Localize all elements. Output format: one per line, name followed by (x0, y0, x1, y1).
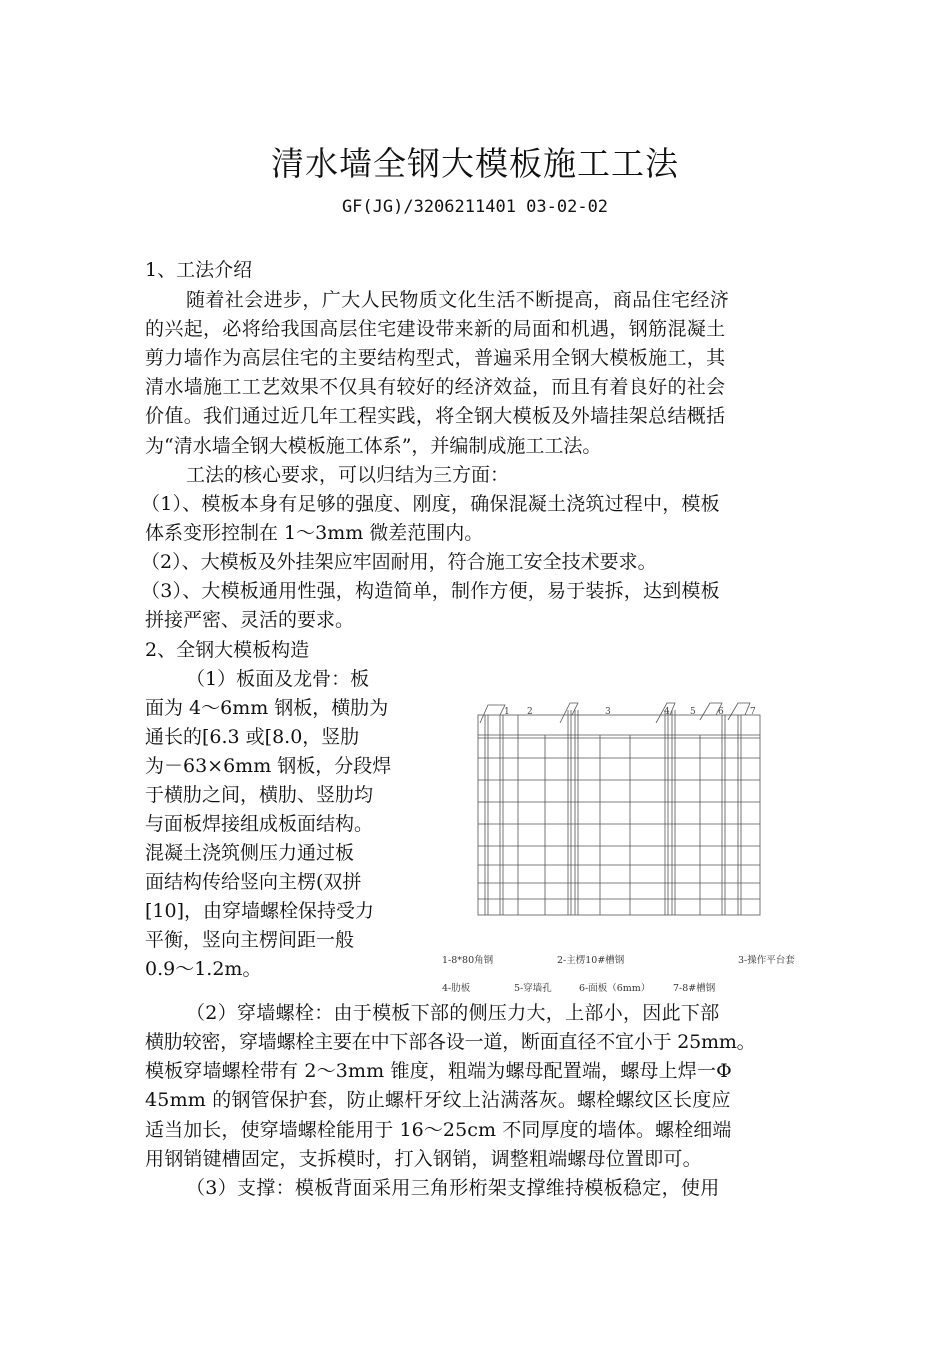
paragraph-line: 工法的核心要求，可以归结为三方面： (186, 464, 510, 486)
paragraph-line: （2）、大模板及外挂架应牢固耐用，符合施工安全技术要求。 (141, 551, 657, 573)
paragraph-line: （2）穿墙螺栓：由于模板下部的侧压力大，上部小，因此下部 (186, 1002, 720, 1024)
document-code: GF(JG)/3206211401 03-02-02 (341, 197, 609, 217)
figure-label: 5 (690, 707, 696, 717)
paragraph-line: 横肋较密，穿墙螺栓主要在中下部各设一道，断面直径不宜小于 25mm。 (145, 1031, 756, 1053)
paragraph-line: 面结构传给竖向主楞(双拼 (145, 871, 362, 893)
figure-caption: 2-主楞10#槽钢 (557, 955, 625, 966)
paragraph-line: （3）、大模板通用性强，构造简单，制作方便，易于装拆，达到模板 (141, 580, 720, 602)
paragraph-line: 混凝土浇筑侧压力通过板 (145, 842, 355, 864)
figure-caption: 3-操作平台套 (738, 955, 795, 966)
paragraph-line: 为－63×6mm 钢板，分段焊 (145, 755, 392, 777)
paragraph-line: 与面板焊接组成板面结构。 (145, 813, 374, 835)
paragraph-line: （3）支撑：模板背面采用三角形桁架支撑维持模板稳定，使用 (186, 1177, 720, 1199)
paragraph-line: 通长的[6.3 或[8.0，竖肋 (145, 726, 360, 748)
paragraph-line: 面为 4～6mm 钢板，横肋为 (145, 697, 389, 719)
paragraph-line: 模板穿墙螺栓带有 2～3mm 锥度，粗端为螺母配置端，螺母上焊一Φ (145, 1060, 732, 1082)
figure-caption: 7-8#槽钢 (673, 983, 716, 994)
paragraph-line: 于横肋之间，横肋、竖肋均 (145, 784, 374, 806)
figure-label: 2 (527, 707, 533, 717)
figure-caption: 6-面板（6mm） (579, 983, 651, 994)
paragraph-line: 的兴起，必将给我国高层住宅建设带来新的局面和机遇，钢筋混凝土 (145, 318, 726, 340)
paragraph-line: 45mm 的钢管保护套，防止螺杆牙纹上沾满落灰。螺栓螺纹区长度应 (145, 1089, 731, 1111)
paragraph-line: 剪力墙作为高层住宅的主要结构型式，普遍采用全钢大模板施工，其 (145, 347, 726, 369)
figure-label: 7 (750, 707, 756, 717)
paragraph-line: 平衡，竖向主楞间距一般 (145, 929, 355, 951)
figure-label: 6 (718, 707, 724, 717)
section-heading-2: 2、全钢大模板构造 (145, 639, 310, 661)
paragraph-line: 拼接严密、灵活的要求。 (145, 609, 355, 631)
figure-label: 1 (504, 707, 510, 717)
paragraph-line: 随着社会进步，广大人民物质文化生活不断提高，商品住宅经济 (186, 289, 730, 311)
paragraph-line: [10]，由穿墙螺栓保持受力 (145, 900, 375, 922)
paragraph-line: 用钢销键槽固定，支拆模时，打入钢销，调整粗端螺母位置即可。 (145, 1148, 702, 1170)
figure-caption: 1-8*80角钢 (442, 955, 494, 966)
paragraph-line: 适当加长，使穿墙螺栓能用于 16～25cm 不同厚度的墙体。螺栓细端 (145, 1119, 732, 1141)
figure-label: 3 (605, 707, 611, 717)
section-heading-1: 1、工法介绍 (145, 259, 253, 281)
paragraph-line: 为“清水墙全钢大模板施工体系”，并编制成施工工法。 (145, 435, 602, 457)
paragraph-line: （1）、模板本身有足够的强度、刚度，确保混凝土浇筑过程中，模板 (141, 493, 720, 515)
paragraph-line: 价值。我们通过近几年工程实践，将全钢大模板及外墙挂架总结概括 (145, 405, 726, 427)
formwork-drawing (460, 695, 810, 930)
figure-label: 4 (664, 707, 670, 717)
figure-caption: 4-肋板 (442, 983, 471, 994)
document-title: 清水墙全钢大模板施工工法 (271, 144, 679, 183)
paragraph-line: 清水墙施工工艺效果不仅具有较好的经济效益，而且有着良好的社会 (145, 376, 726, 398)
paragraph-line: 0.9～1.2m。 (145, 958, 262, 980)
paragraph-line: （1）板面及龙骨：板 (186, 668, 370, 690)
figure-caption: 5-穿墙孔 (514, 983, 552, 994)
paragraph-line: 体系变形控制在 1～3mm 微差范围内。 (145, 522, 484, 544)
